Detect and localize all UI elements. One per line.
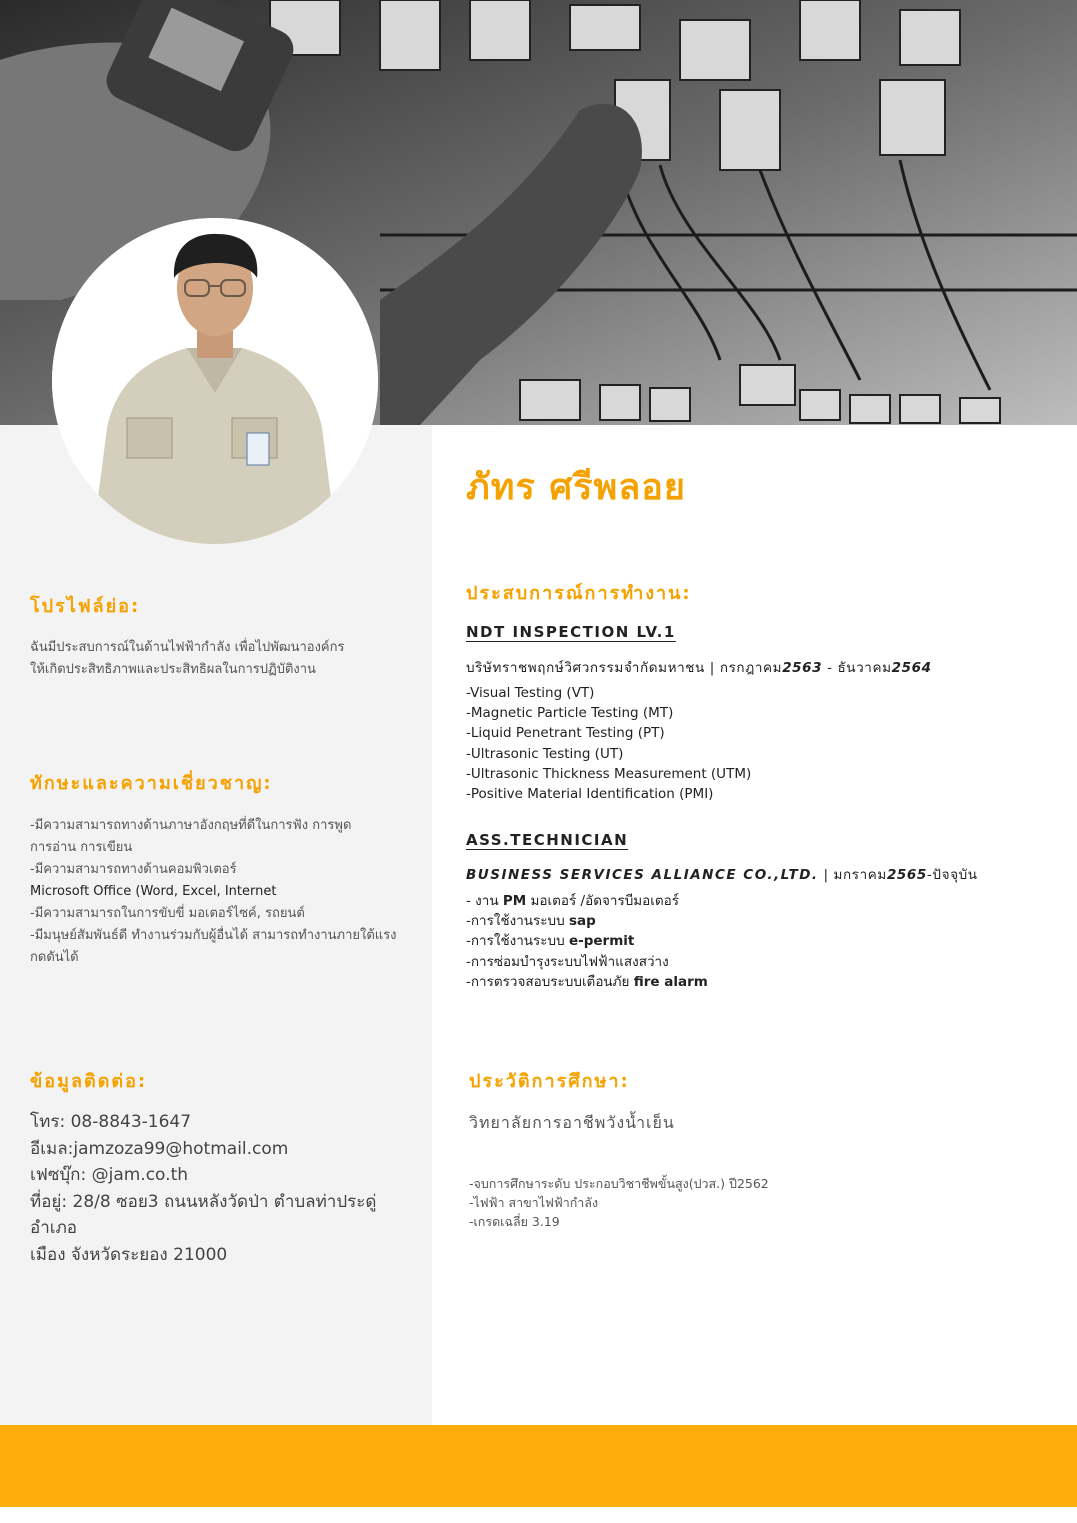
separator: | — [704, 660, 720, 676]
duty-item: -การซ่อมบำรุงระบบไฟฟ้าแสงสว่าง — [466, 953, 669, 970]
profile-portrait — [52, 218, 378, 544]
period-start-label: กรกฎาคม — [719, 660, 783, 676]
skill-line: -มีความสามารถในการขับขี่ มอเตอร์ไซค์, รถยนต์ — [30, 906, 305, 921]
duty-item: -Visual Testing (VT) — [466, 685, 595, 701]
period-end-year: 2564 — [891, 660, 932, 676]
skill-line: การอ่าน การเขียน — [30, 840, 133, 855]
period-dash: - — [822, 660, 838, 676]
company-name: BUSINESS SERVICES ALLIANCE CO.,LTD. — [466, 867, 819, 883]
contact-phone — [30, 1109, 420, 1136]
job-company-line — [466, 656, 1066, 678]
duty-item: -การใช้งานระบบ sap — [466, 913, 596, 930]
contact-email — [30, 1136, 420, 1163]
school-name: วิทยาลัยการอาชีพวังน้ำเย็น — [469, 1113, 675, 1132]
address-line: เมือง จังหวัดระยอง 21000 — [30, 1244, 228, 1265]
contact-facebook — [30, 1162, 420, 1189]
duty-item: -Magnetic Particle Testing (MT) — [466, 705, 674, 722]
period-end-label: -ปัจจุบัน — [926, 867, 978, 883]
avatar — [52, 218, 378, 544]
skill-line: กดดันได้ — [30, 950, 79, 965]
skills-heading: ทักษะและความเชี่ยวชาญ: — [30, 773, 273, 794]
experience-heading: ประสบการณ์การทำงาน: — [466, 583, 692, 604]
period-end-label: ธันวาคม — [837, 660, 892, 676]
duty-item: -การตรวจสอบระบบเตือนภัย fire alarm — [466, 973, 708, 990]
facebook-label: เฟซบุ๊ก: — [30, 1165, 87, 1185]
education-details — [469, 1174, 1049, 1231]
profile-line: ฉันมีประสบการณ์ในด้านไฟฟ้ากำลัง เพื่อไปพัฒนาองค์กร — [30, 640, 345, 655]
job-company-line — [466, 863, 1066, 885]
footer-bar — [0, 1425, 1077, 1507]
period-start-year: 2565 — [886, 867, 927, 883]
duty-item: - งาน PM มอเตอร์ /อัดจารบีมอเตอร์ — [466, 893, 680, 909]
job-duties — [466, 683, 1056, 804]
education-heading: ประวัติการศึกษา: — [469, 1071, 630, 1092]
education-item: -ไฟฟ้า สาขาไฟฟ้ากำลัง — [469, 1195, 599, 1210]
period-start-label: มกราคม — [833, 867, 887, 883]
email-label: อีเมล: — [30, 1138, 74, 1159]
separator: | — [818, 867, 834, 883]
job-title: ASS.TECHNICIAN — [466, 831, 629, 849]
candidate-name: ภัทร ศรีพลอย — [466, 467, 687, 508]
education-item: -จบการศึกษาระดับ ประกอบวิชาชีพขั้นสูง(ปวส.) ปี2562 — [469, 1176, 769, 1191]
company-name: บริษัทราชพฤกษ์วิศวกรรมจำกัดมหาชน — [466, 660, 705, 676]
address-label: ที่อยู่: — [30, 1191, 68, 1212]
skill-line: -มีความสามารถทางด้านคอมพิวเตอร์ — [30, 862, 237, 877]
duty-item: -Positive Material Identification (PMI) — [466, 786, 714, 803]
contact-info — [30, 1109, 420, 1268]
phone-value: 08-8843-1647 — [65, 1112, 192, 1132]
job-duties — [466, 891, 1056, 992]
job-title: NDT INSPECTION LV.1 — [466, 623, 676, 641]
facebook-value: @jam.co.th — [86, 1165, 189, 1185]
email-value: jamzoza99@hotmail.com — [73, 1138, 289, 1159]
profile-heading: โปรไฟล์ย่อ: — [30, 596, 141, 617]
duty-item: -Ultrasonic Testing (UT) — [466, 745, 624, 762]
skill-line: -มีความสามารถทางด้านภาษาอังกฤษที่ดีในการฟัง การพูด — [30, 818, 352, 833]
phone-label: โทร: — [30, 1112, 66, 1132]
duty-item: -การใช้งานระบบ e-permit — [466, 933, 635, 950]
period-start-year: 2563 — [782, 660, 823, 676]
duty-item: -Ultrasonic Thickness Measurement (UTM) — [466, 765, 752, 782]
duty-item: -Liquid Penetrant Testing (PT) — [466, 725, 665, 742]
contact-heading: ข้อมูลติดต่อ: — [30, 1071, 148, 1092]
skill-line: Microsoft Office (Word, Excel, Internet — [30, 884, 277, 899]
address-line: 28/8 ซอย3 ถนนหลังวัดป่า ตำบลท่าประดู่ อำเภอ — [30, 1191, 377, 1238]
education-item: -เกรดเฉลี่ย 3.19 — [469, 1214, 560, 1229]
skill-line: -มีมนุษย์สัมพันธ์ดี ทำงานร่วมกับผู้อื่นได้ สามารถทำงานภายใต้แรง — [30, 928, 397, 943]
skills-list — [30, 815, 425, 969]
profile-text — [30, 637, 420, 681]
profile-line: ให้เกิดประสิทธิภาพและประสิทธิผลในการปฏิบัติงาน — [30, 662, 316, 677]
contact-address — [30, 1189, 420, 1242]
